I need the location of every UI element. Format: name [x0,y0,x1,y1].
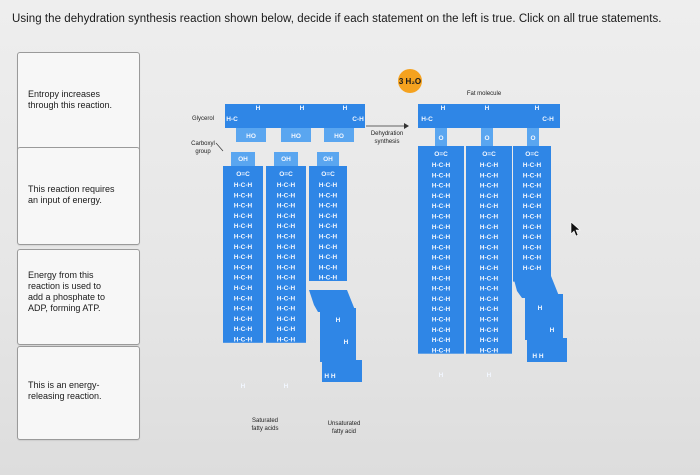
fat-row-1-2: H-C-H [479,182,499,190]
glycerol-h-3: H [342,105,348,112]
fat-row-1-13: H-C-H [479,295,499,303]
fat-row-0-15: H-C-H [431,316,451,324]
fat-o-1: O [438,135,444,142]
fat-carbonyl-2: O=C [525,151,539,158]
fat-row-1-16: H-C-H [479,326,499,334]
chain-row-1-9: H-C-H [276,274,296,282]
chain-row-0-10: H-C-H [233,285,253,292]
chain-end-h-1: H [283,383,289,390]
fat-row-2-8: H-C-H [522,244,542,252]
chain-row-2-3: H-C-H [318,212,338,220]
chain-row-0-15: H-C-H [233,336,253,344]
chain-row-1-13: H-C-H [276,315,296,323]
kink-h-2: H [343,339,349,346]
oh-label-0: OH [238,156,248,163]
chain-row-1-6: H-C-H [276,243,296,251]
fat-row-0-6: H-C-H [431,223,451,231]
dehydration-label-2: synthesis [374,139,400,145]
chain-row-1-0: H-C-H [276,182,296,189]
chain-row-1-7: H-C-H [276,254,296,262]
fat-row-2-3: H-C-H [522,192,542,200]
fat-o-3: O [530,135,536,142]
chain-row-1-14: H-C-H [276,326,296,334]
fat-h-3: H [534,105,540,112]
fat-h-2: H [484,105,490,112]
chain-row-1-15: H-C-H [276,336,296,344]
fat-molecule-label: Fat molecule [466,91,502,97]
chain-row-0-7: H-C-H [233,254,253,262]
fat-row-2-2: H-C-H [522,182,542,190]
statement-releasing-line-1: This is an energy- [28,380,100,390]
fat-row-0-5: H-C-H [431,213,451,221]
fat-row-2-9: H-C-H [522,254,542,262]
chain-row-1-11: H-C-H [276,295,296,303]
fat-kink-h-1: H [537,305,543,312]
statement-energy-input-line-1: This reaction requires [28,184,115,194]
chain-row-2-0: H-C-H [318,182,338,189]
instructions-text: Using the dehydration synthesis reaction shown below, decide if each statement on the left is true. Click on all true statements. [12,13,662,25]
chain-row-0-5: H-C-H [233,233,253,241]
statement-entropy-line-1: Entropy increases [28,89,101,99]
chain-row-0-0: H-C-H [233,182,253,189]
statement-atp-line-2: reaction is used to [28,281,102,291]
fat-row-0-3: H-C-H [431,192,451,200]
chain-row-2-2: H-C-H [318,202,338,210]
chain-row-0-3: H-C-H [233,212,253,220]
chain-row-1-10: H-C-H [276,285,296,292]
fat-row-1-3: H-C-H [479,192,499,200]
glycerol-h-1: H [255,105,261,112]
fat-row-0-18: H-C-H [431,347,451,355]
chain-row-0-11: H-C-H [233,295,253,303]
chain-row-1-8: H-C-H [276,264,296,272]
fat-row-1-9: H-C-H [479,254,499,262]
chain-row-2-7: H-C-H [318,254,338,262]
fat-row-0-9: H-C-H [431,254,451,262]
chain-row-0-8: H-C-H [233,264,253,272]
chain-row-1-4: H-C-H [276,223,296,231]
fat-row-2-5: H-C-H [522,213,542,221]
unsaturated-label-1: Unsaturated [327,421,361,427]
fat-end-h-0: H [438,372,444,379]
fat-row-1-17: H-C-H [479,337,499,345]
statement-releasing-line-2: releasing reaction. [28,391,102,401]
chain-row-0-9: H-C-H [233,274,253,282]
reaction-arrow-head [404,123,409,129]
kink-h-1: H [335,317,341,324]
fat-row-0-12: H-C-H [431,285,451,293]
fat-row-1-5: H-C-H [479,213,499,221]
statement-atp-line-1: Energy from this [28,270,94,280]
fat-row-2-1: H-C-H [522,172,542,180]
oh-label-2: OH [323,156,333,163]
fat-row-0-17: H-C-H [431,337,451,345]
carbonyl-2: O=C [321,171,335,178]
fat-row-0-8: H-C-H [431,244,451,252]
chain-row-0-6: H-C-H [233,243,253,251]
fat-row-1-7: H-C-H [479,234,499,242]
fat-row-0-10: H-C-H [431,265,451,272]
carboxyl-label-2: group [195,149,211,155]
mouse-cursor-icon [571,222,580,236]
chain-end-h-0: H [240,383,246,390]
carboxyl-label-1: Carboxyl [191,141,215,147]
glycerol-left-hc: H-C [226,116,238,123]
chain-row-0-13: H-C-H [233,315,253,323]
kink-h-tail: H H [324,373,336,380]
chain-row-1-1: H-C-H [276,192,296,200]
chain-row-1-5: H-C-H [276,233,296,241]
statement-energy-input-line-2: an input of energy. [28,195,102,205]
fat-row-1-8: H-C-H [479,244,499,252]
fat-row-0-0: H-C-H [431,162,451,169]
fat-o-2: O [484,135,490,142]
dehydration-label-1: Dehydration [370,131,404,137]
chain-row-2-1: H-C-H [318,192,338,200]
glycerol-label: Glycerol [191,116,215,122]
fat-row-1-4: H-C-H [479,203,499,211]
fat-left-hc: H-C [421,116,433,123]
carbonyl-0: O=C [236,171,250,178]
fat-carbonyl-0: O=C [434,151,448,158]
chain-row-2-4: H-C-H [318,223,338,231]
chain-row-2-8: H-C-H [318,264,338,272]
fat-row-2-10: H-C-H [522,265,542,272]
fat-kink-h-tail: H H [532,353,544,360]
fat-h-1: H [440,105,446,112]
fat-row-2-7: H-C-H [522,234,542,242]
fat-row-0-7: H-C-H [431,234,451,242]
carbonyl-1: O=C [279,171,293,178]
fat-row-1-10: H-C-H [479,265,499,272]
fat-row-0-16: H-C-H [431,326,451,334]
glycerol-ho-1: HO [246,133,256,140]
fat-row-1-1: H-C-H [479,172,499,180]
chain-row-2-5: H-C-H [318,233,338,241]
fat-carbonyl-1: O=C [482,151,496,158]
fat-row-1-15: H-C-H [479,316,499,324]
glycerol-ho-2: HO [291,133,301,140]
fat-row-1-11: H-C-H [479,275,499,283]
chain-row-2-6: H-C-H [318,243,338,251]
chain-row-0-1: H-C-H [233,192,253,200]
chain-row-1-12: H-C-H [276,305,296,313]
saturated-label-2: fatty acids [251,426,279,432]
fat-row-2-0: H-C-H [522,162,542,169]
chain-row-0-4: H-C-H [233,223,253,231]
fat-row-0-2: H-C-H [431,182,451,190]
fat-right-hc: C-H [542,116,554,123]
fat-kink-lower [525,294,563,340]
fat-end-h-1: H [486,372,492,379]
fat-kink-h-2: H [549,327,555,334]
fat-row-2-6: H-C-H [522,223,542,231]
fat-row-0-14: H-C-H [431,306,451,314]
fat-row-0-13: H-C-H [431,295,451,303]
glycerol-h-2: H [299,105,305,112]
fat-row-1-12: H-C-H [479,285,499,293]
fat-row-0-11: H-C-H [431,275,451,283]
statement-atp-line-3: add a phosphate to [28,292,106,302]
statement-atp-line-4: ADP, forming ATP. [28,303,101,313]
fat-row-1-0: H-C-H [479,162,499,169]
fat-row-0-1: H-C-H [431,172,451,180]
water-label: 3 H₂O [398,77,422,86]
chain-row-2-9: H-C-H [318,274,338,282]
chain-row-1-2: H-C-H [276,202,296,210]
glycerol-ho-3: HO [334,133,344,140]
fat-row-0-4: H-C-H [431,203,451,211]
oh-label-1: OH [281,156,291,163]
fat-row-2-4: H-C-H [522,203,542,211]
fat-row-1-18: H-C-H [479,347,499,355]
unsaturated-label-2: fatty acid [331,429,357,435]
saturated-label-1: Saturated [251,418,279,424]
chain-row-1-3: H-C-H [276,212,296,220]
chain-row-0-12: H-C-H [233,305,253,313]
chain-row-0-14: H-C-H [233,326,253,334]
fat-row-1-14: H-C-H [479,306,499,314]
carboxyl-pointer [216,143,223,151]
statement-entropy-line-2: through this reaction. [28,100,113,110]
glycerol-right-hc: C-H [352,116,364,123]
chain-row-0-2: H-C-H [233,202,253,210]
fat-row-1-6: H-C-H [479,223,499,231]
